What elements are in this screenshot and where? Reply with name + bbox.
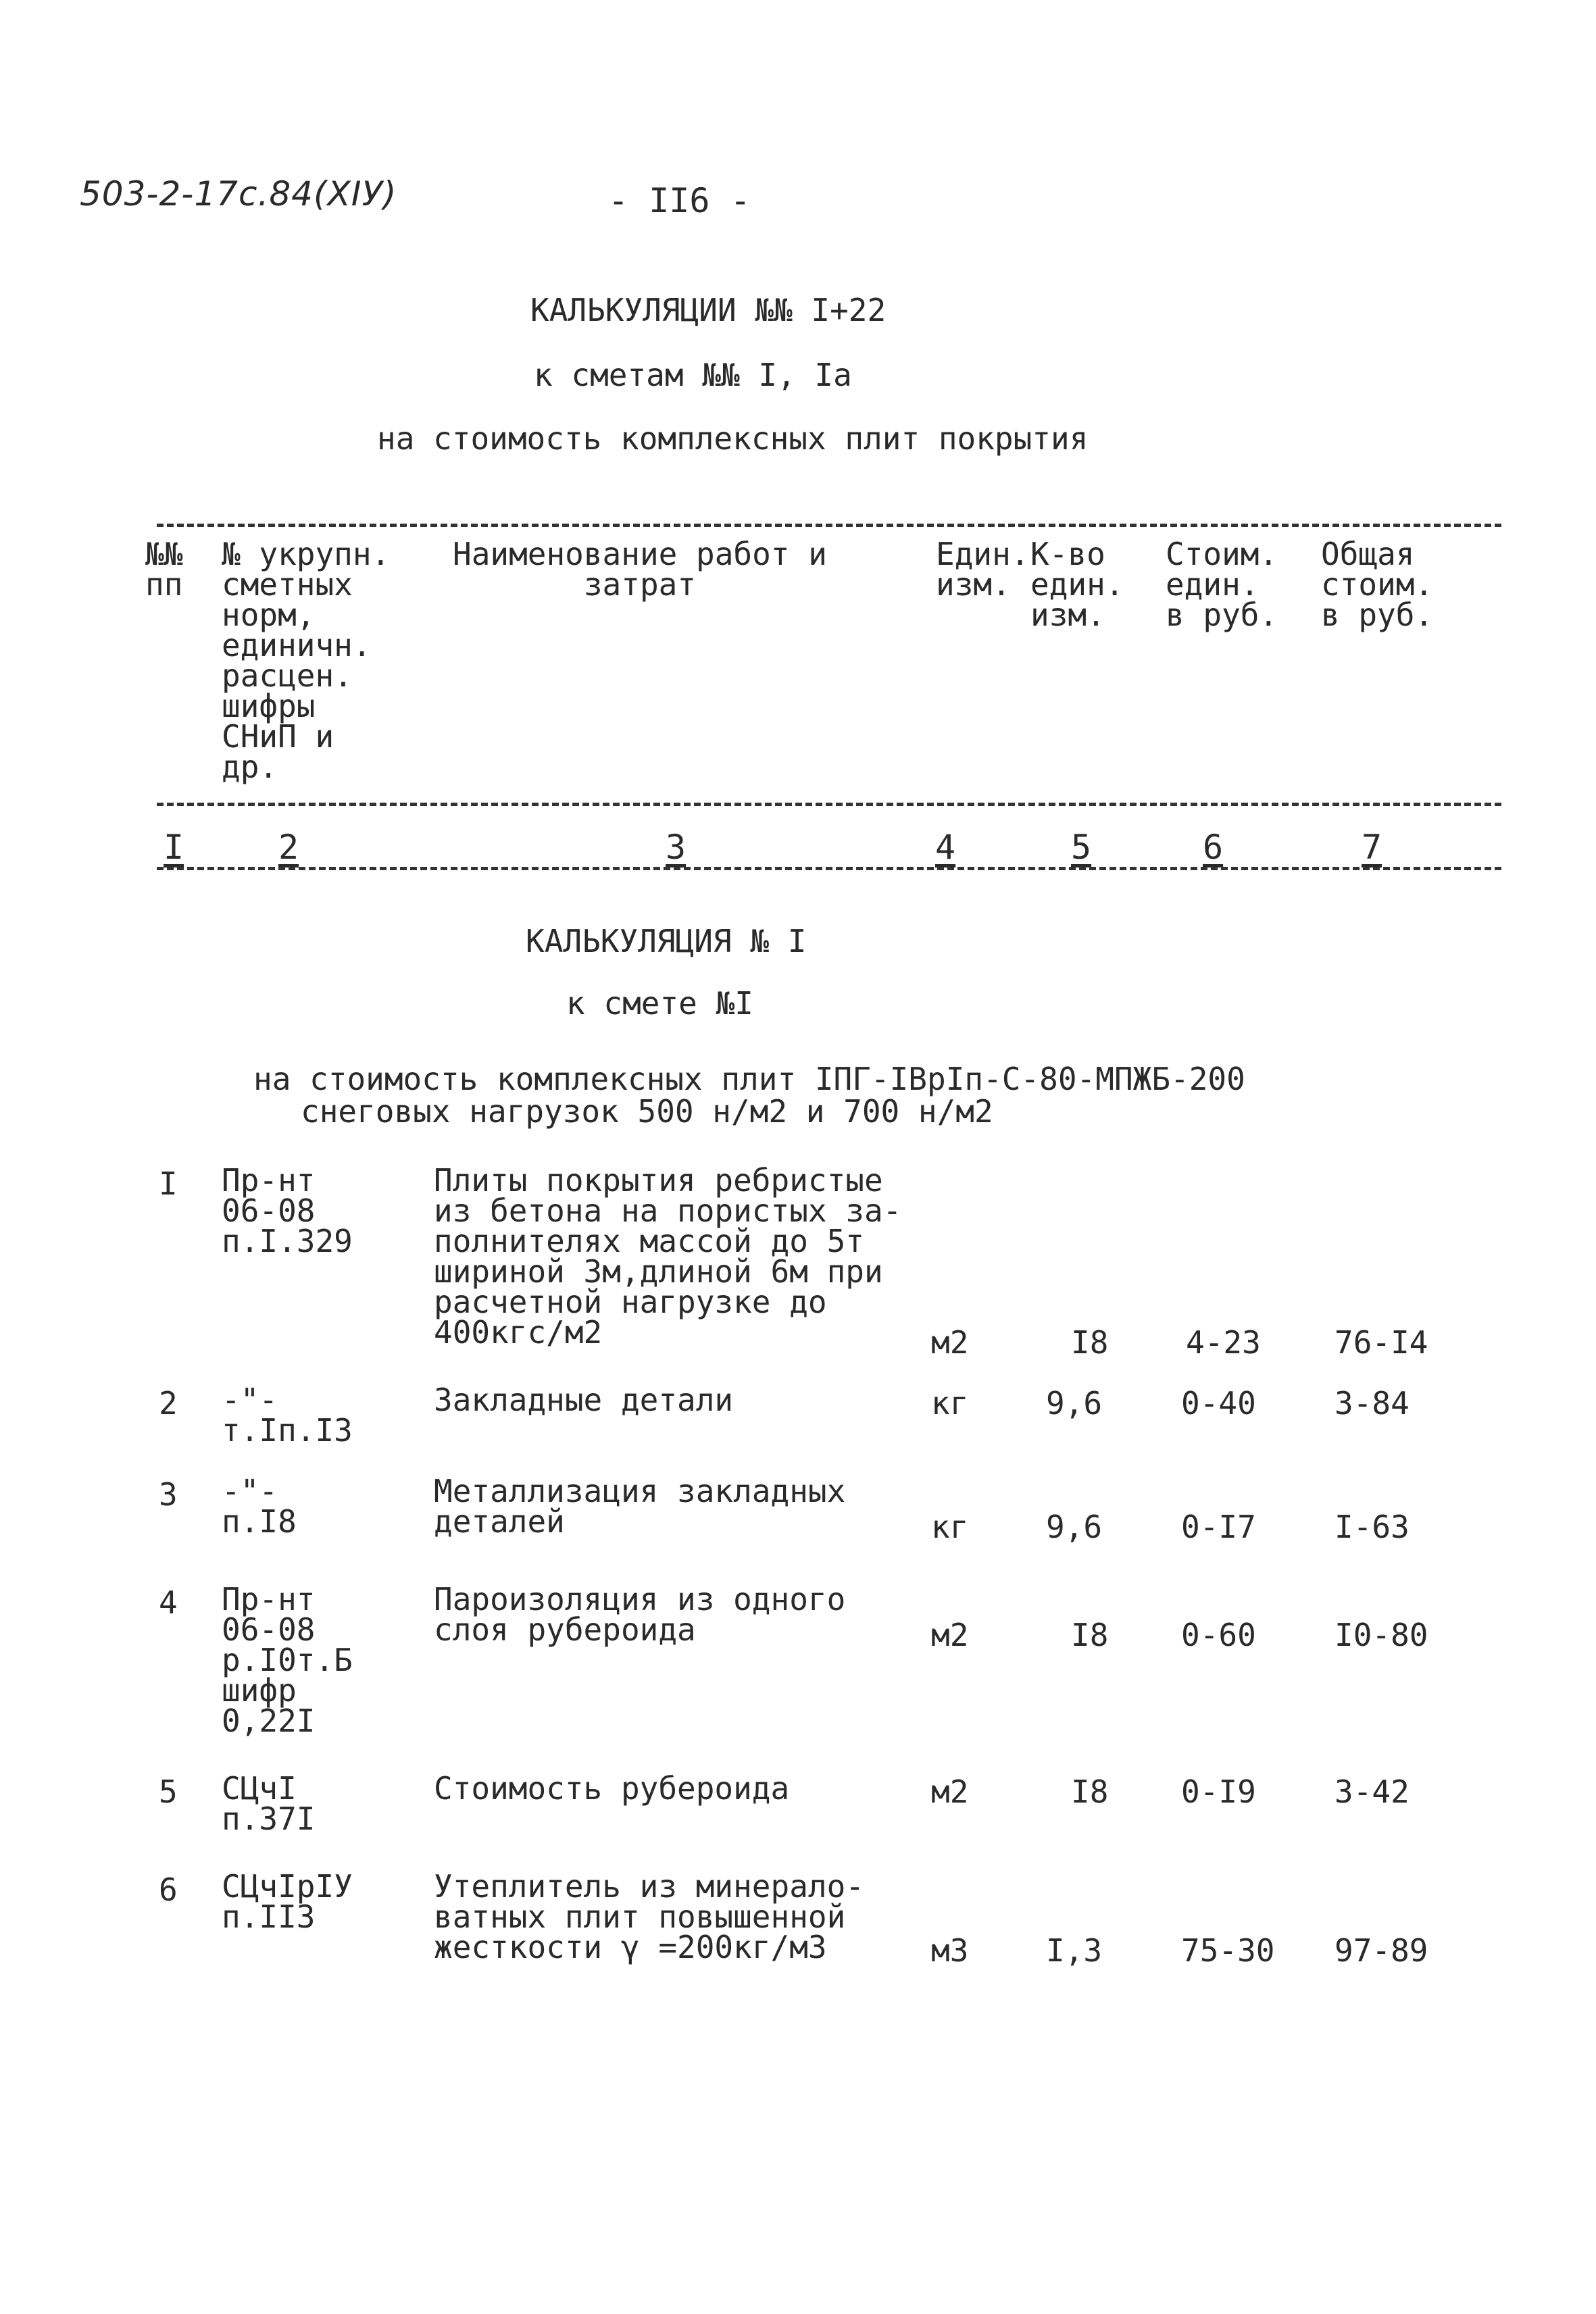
row-code: Пр-нт 06-08 р.I0т.Б шифр 0,22I <box>222 1581 353 1739</box>
row-quantity: I,3 <box>1046 1932 1103 1969</box>
row-name: Пароизоляция из одного слоя рубероида <box>434 1581 846 1648</box>
row-code: -"- т.Iп.I3 <box>222 1382 353 1449</box>
row-number: 4 <box>159 1584 178 1621</box>
row-unit: кг <box>931 1509 969 1545</box>
column-number-4: 4 <box>935 828 956 867</box>
row-unit-price: 0-40 <box>1181 1385 1256 1422</box>
heading-title: КАЛЬКУЛЯЦИИ №№ I+22 <box>530 292 887 328</box>
calculation-description-line1: на стоимость комплексных плит IПГ-IВрIп-С-80-МПЖБ-200 <box>253 1061 1245 1097</box>
header-col-unit: Един. изм. <box>936 536 1030 603</box>
row-code: СЦчI п.37I <box>222 1770 316 1837</box>
column-number-3: 3 <box>666 828 687 867</box>
row-number: I <box>159 1165 178 1202</box>
row-number: 2 <box>159 1385 178 1422</box>
row-unit: м2 <box>931 1774 969 1810</box>
header-col-total: Общая стоим. в руб. <box>1321 536 1434 633</box>
row-name: Металлизация закладных деталей <box>434 1473 846 1540</box>
row-unit: кг <box>931 1385 969 1422</box>
row-name: Плиты покрытия ребристые из бетона на пористых за- полнителях массой до 5т шириной 3м,длиной 6м при расчетной нагрузке до 400кгс/м2 <box>434 1162 902 1351</box>
row-unit-price: 4-23 <box>1186 1324 1261 1361</box>
header-col-unit-price: Стоим. един. в руб. <box>1166 536 1278 633</box>
heading-subtitle: к сметам №№ I, Iа <box>534 357 852 393</box>
row-name: Стоимость рубероида <box>434 1770 790 1807</box>
row-code: Пр-нт 06-08 п.I.329 <box>222 1162 353 1259</box>
column-number-7: 7 <box>1362 828 1382 867</box>
row-unit: м2 <box>931 1324 969 1361</box>
row-name: Утеплитель из минерало- ватных плит повышенной жесткости γ =200кг/м3 <box>434 1868 864 1965</box>
header-top-divider <box>157 524 1501 527</box>
calculation-description-line2: снеговых нагрузок 500 н/м2 и 700 н/м2 <box>301 1093 993 1130</box>
row-total: I0-80 <box>1335 1617 1428 1653</box>
heading-description: на стоимость комплексных плит покрытия <box>377 420 1089 457</box>
document-reference: 503-2-17с.84(XIУ) <box>80 174 397 213</box>
calculation-title: КАЛЬКУЛЯЦИЯ № I <box>526 923 807 959</box>
row-total: 97-89 <box>1335 1932 1428 1969</box>
row-total: 3-42 <box>1335 1774 1410 1810</box>
column-number-2: 2 <box>278 828 299 867</box>
row-code: СЦчIрIУ п.II3 <box>222 1868 353 1935</box>
row-number: 5 <box>159 1774 178 1810</box>
header-col-quantity: К-во един. изм. <box>1030 536 1124 633</box>
header-bottom-divider <box>157 803 1501 806</box>
row-total: 76-I4 <box>1335 1324 1428 1361</box>
column-number-5: 5 <box>1071 828 1092 867</box>
row-quantity: I8 <box>1071 1324 1109 1361</box>
row-name: Закладные детали <box>434 1382 734 1418</box>
column-number-1: I <box>164 828 184 867</box>
row-number: 6 <box>159 1871 178 1908</box>
row-unit: м3 <box>931 1932 969 1969</box>
calculation-subtitle: к смете №I <box>566 985 753 1022</box>
row-number: 3 <box>159 1476 178 1513</box>
row-total: 3-84 <box>1335 1385 1410 1422</box>
header-col-number: №№ пп <box>145 536 183 603</box>
row-code: -"- п.I8 <box>222 1473 297 1540</box>
page-number: - II6 - <box>608 181 751 220</box>
row-unit-price: 0-60 <box>1181 1617 1256 1653</box>
row-quantity: 9,6 <box>1046 1509 1103 1545</box>
row-unit-price: 75-30 <box>1181 1932 1275 1969</box>
row-unit: м2 <box>931 1617 969 1653</box>
header-col-code: № укрупн. сметных норм, единичн. расцен. шифры СНиП и др. <box>222 536 391 785</box>
row-quantity: I8 <box>1071 1617 1109 1653</box>
row-total: I-63 <box>1335 1509 1410 1545</box>
header-col-name: Наименование работ и затрат <box>453 536 827 603</box>
column-number-6: 6 <box>1203 828 1224 867</box>
row-quantity: 9,6 <box>1046 1385 1103 1422</box>
row-unit-price: 0-I7 <box>1181 1509 1256 1545</box>
row-unit-price: 0-I9 <box>1181 1774 1256 1810</box>
row-quantity: I8 <box>1071 1774 1109 1810</box>
column-number-underline <box>157 867 1501 870</box>
